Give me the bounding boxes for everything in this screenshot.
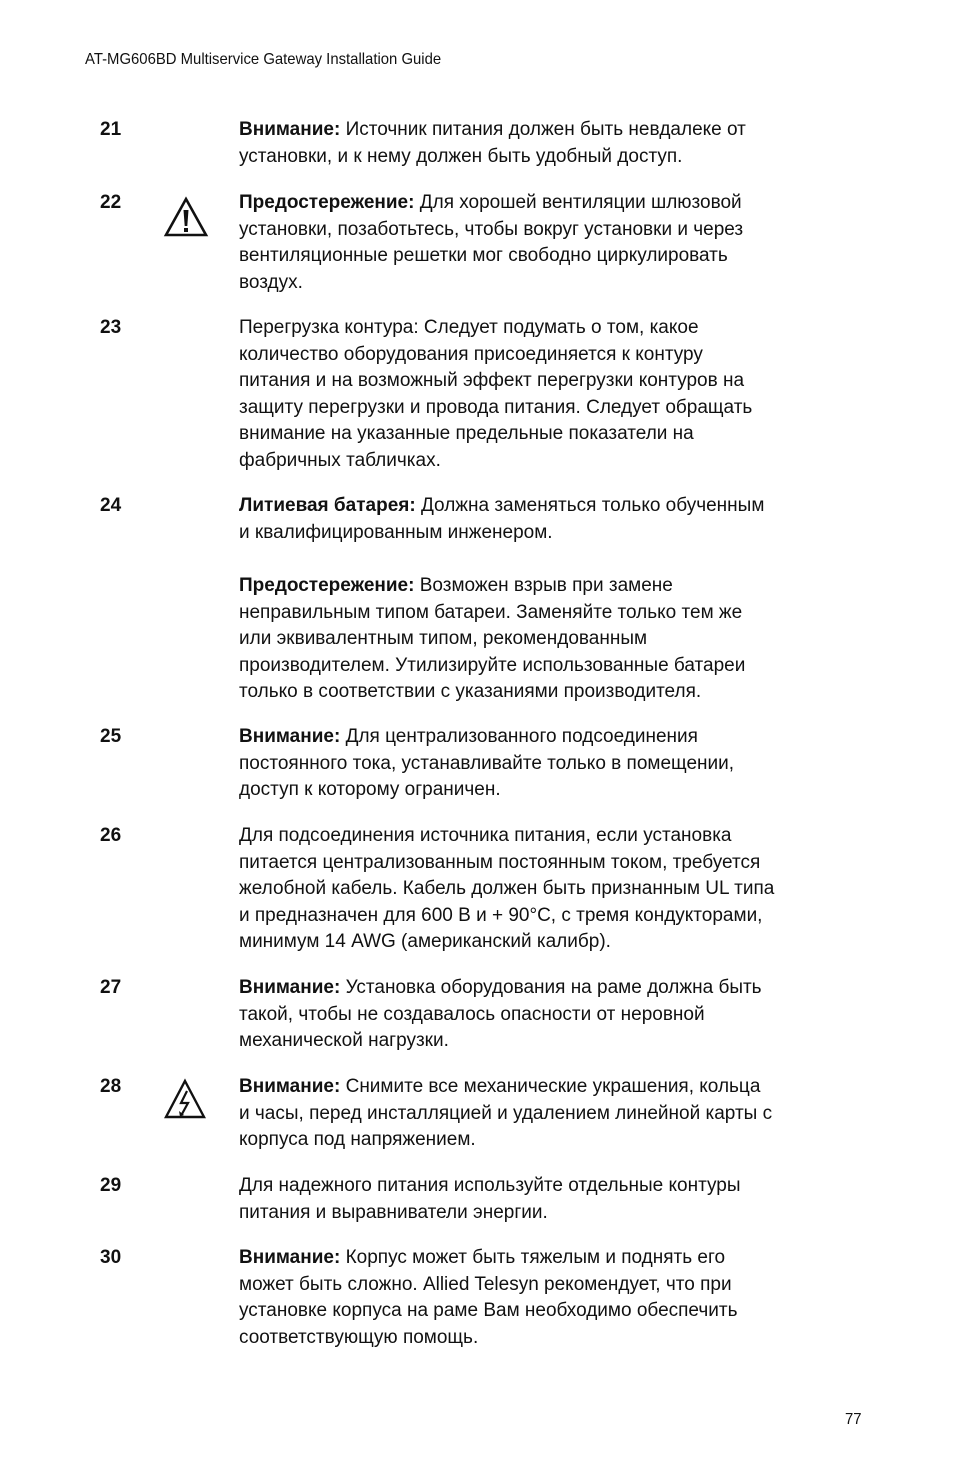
item-text-line: Снимите все механические украшения, кольца: [345, 1076, 761, 1097]
electrical-hazard-icon: [163, 1078, 207, 1120]
item-number: 25: [100, 726, 122, 747]
item-paragraph: [239, 823, 854, 956]
item-paragraph: [239, 190, 854, 296]
item-text-line: установки, и к нему должен быть удобный доступ.: [239, 145, 683, 167]
item-text-line: Установка оборудования на раме должна быть: [345, 977, 762, 998]
item-paragraph: [239, 117, 854, 170]
item-paragraph: [239, 573, 854, 706]
item-paragraph: [239, 315, 854, 474]
item-text-line: или эквивалентным типом, рекомендованным: [239, 628, 648, 649]
item-number: 30: [100, 1247, 122, 1268]
page-header: AT-MG606BD Multiservice Gateway Installation Guide: [85, 51, 442, 68]
item-text-line: Для надежного питания используйте отдельные контуры: [239, 1175, 741, 1196]
item-text-line: только в соответствии с указаниями производителя.: [239, 681, 702, 702]
item-label: Внимание:: [239, 726, 341, 747]
item-text-line: и предназначен для 600 В и + 90°С, с тремя кондукторами,: [239, 904, 763, 926]
item-text-line: Для централизованного подсоединения: [345, 726, 698, 747]
item-text-line: питания и выравниватели энергии.: [239, 1201, 548, 1223]
item-text-line: питания и на возможный эффект перегрузки контуров на: [239, 370, 745, 391]
item-number: 24: [100, 495, 122, 516]
item-text-line: Для хорошей вентиляции шлюзовой: [419, 192, 742, 213]
item-text-line: механической нагрузки.: [239, 1030, 449, 1051]
item-text-line: питается централизованным постоянным током, требуется: [239, 851, 761, 873]
item-number: 28: [100, 1076, 122, 1097]
item-text-line: Источник питания должен быть невдалеке от: [345, 119, 746, 140]
item-paragraph: [239, 493, 854, 546]
item-text-line: вентиляционные решетки мог свободно циркулировать: [239, 245, 728, 266]
item-paragraph: [239, 1074, 854, 1154]
item-label: Внимание:: [239, 1247, 341, 1268]
item-text-line: установки, позаботьтесь, чтобы вокруг установки и через: [239, 218, 744, 240]
item-number: 27: [100, 977, 122, 998]
item-number: 21: [100, 119, 122, 140]
item-text-line: установке корпуса на раме Вам необходимо обеспечить: [239, 1300, 738, 1321]
item-text-line: желобной кабель. Кабель должен быть признанным UL типа: [239, 878, 775, 899]
item-text-line: неправильным типом батареи. Заменяйте только тем же: [239, 601, 743, 623]
page-number: 77: [845, 1411, 862, 1428]
item-paragraph: [239, 724, 854, 804]
item-label: Внимание:: [239, 1076, 341, 1097]
item-text-line: Возможен взрыв при замене: [419, 575, 673, 596]
item-text-line: производителем. Утилизируйте использованные батареи: [239, 654, 746, 676]
item-paragraph: [239, 1245, 854, 1351]
item-label: Внимание:: [239, 977, 341, 998]
item-label: Внимание:: [239, 119, 341, 140]
item-paragraph: [239, 1173, 854, 1226]
item-label: Предостережение:: [239, 192, 415, 213]
item-text-line: такой, чтобы не создавалось опасности от неровной: [239, 1003, 705, 1025]
item-text-line: и часы, перед инсталляцией и удалением линейной карты с: [239, 1102, 773, 1124]
item-number: 22: [100, 192, 122, 213]
item-text-line: минимум 14 AWG (американский калибр).: [239, 931, 611, 952]
item-number: 29: [100, 1175, 122, 1196]
item-label: Предостережение:: [239, 575, 415, 596]
item-paragraph: [239, 975, 854, 1055]
item-text-line: Корпус может быть тяжелым и поднять его: [345, 1247, 726, 1268]
item-number: 23: [100, 317, 122, 338]
item-text-line: и квалифицированным инженером.: [239, 521, 553, 543]
item-text-line: фабричных табличках.: [239, 449, 441, 471]
item-text-line: внимание на указанные предельные показатели на: [239, 423, 694, 444]
item-text-line: воздух.: [239, 271, 303, 293]
item-text-line: соответствующую помощь.: [239, 1326, 479, 1348]
item-text-line: может быть сложно. Allied Telesyn рекомендует, что при: [239, 1273, 732, 1295]
item-text-line: постоянного тока, устанавливайте только в помещении,: [239, 752, 735, 774]
item-text-line: Должна заменяться только обученным: [420, 495, 765, 516]
item-text-line: Перегрузка контура: Следует подумать о том, какое: [239, 317, 699, 338]
item-text-line: корпуса под напряжением.: [239, 1129, 476, 1150]
item-text-line: доступ к которому ограничен.: [239, 779, 501, 800]
item-number: 26: [100, 825, 122, 846]
item-text-line: Для подсоединения источника питания, если установка: [239, 825, 732, 846]
item-text-line: защиту перегрузки и провода питания. Следует обращать: [239, 396, 753, 418]
warning-exclamation-icon: [163, 196, 209, 238]
item-text-line: количество оборудования присоединяется к контуру: [239, 343, 703, 365]
item-label: Литиевая батарея:: [239, 495, 416, 516]
